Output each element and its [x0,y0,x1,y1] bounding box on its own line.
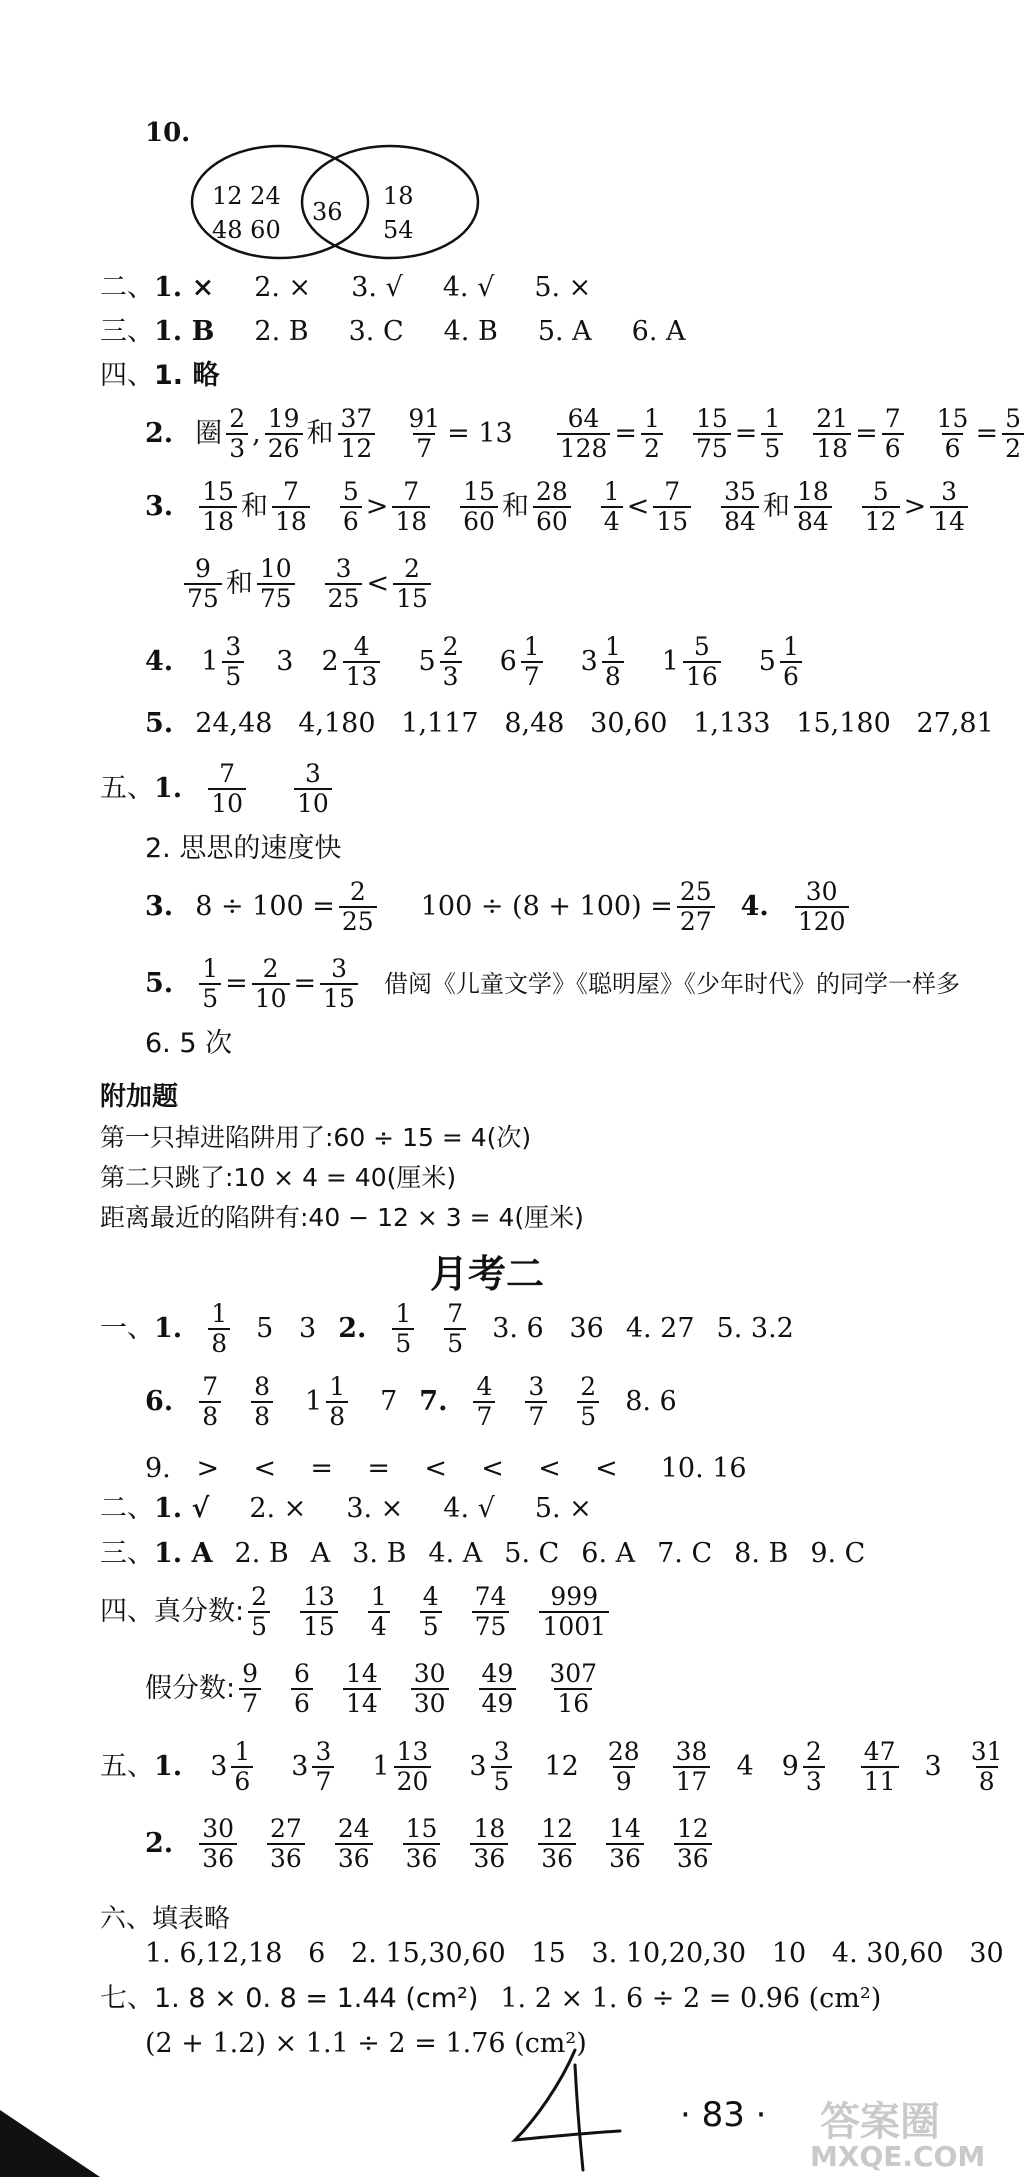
fraction: 13 15 [300,1583,338,1640]
m4-prefix: 四、 [100,1596,154,1627]
fraction: 3 25 [325,555,363,612]
m2-item: 3. × [346,1493,404,1524]
mixed-number: 5 1 6 [759,633,806,690]
m3-item: 7. C [657,1538,713,1569]
fraction: 7 6 [882,405,904,462]
fraction: 4 7 [473,1373,495,1430]
venn-right-line2: 54 [383,216,414,244]
section-title: 月考二 [430,1252,545,1296]
m6-title: 六、填表略 [100,1904,231,1934]
m1-label: 6. [145,1386,174,1417]
m3-item: 5. C [504,1538,560,1569]
m1-prefix: 一、 [100,1313,154,1344]
s4-q2-eq1: = 13 [447,418,513,449]
mixed-number: 3 1 6 [210,1738,257,1795]
and-word: 和 [501,491,529,522]
m5-q2-row [145,1815,716,1872]
fraction: 35 84 [721,478,759,535]
watermark-url: MXQE.COM [810,2140,986,2173]
m3-item: 8. B [734,1538,789,1569]
m4-proper-row [100,1583,613,1640]
m2-item: 1. √ [154,1493,210,1524]
s3-item: 6. A [631,316,686,347]
mixed-number: 3 1 8 [581,633,628,690]
s5-q2-row [145,835,341,862]
m1-line3: 9. > < = = < < < < 10. 16 [145,1453,747,1484]
fraction: 1 5 [392,1300,414,1357]
s4-q3-row1: 3. 15 18 和 7 18 5 6 > 7 18 15 60 和 28 60 1 4 < 7 15 35 84 和 18 84 5 12 > 3 14 [145,478,972,535]
extra-title: 附加题 [100,1082,179,1112]
s4-q3-row2: 9 75 和 10 75 3 25 < 2 15 [180,555,435,612]
s5-q3-row [145,878,853,935]
m2-item: 5. × [534,1493,592,1524]
fraction: 30 120 [795,878,849,935]
s3-item: 1. B [154,316,215,347]
m7-line1a: 七、1. 8 × 0. 8 = 1.44 (cm²) [100,1983,479,2014]
s2-item: 2. × [254,272,312,303]
fraction: 37 12 [338,405,376,462]
fraction: 4 5 [420,1583,442,1640]
s2-row [100,274,591,301]
s2-item: 5. × [534,272,592,303]
s4-q2-label: 2. [145,418,174,449]
fraction: $\frac{2}{25}$ [339,878,377,935]
m6-row [145,1940,1004,1967]
fraction: 30 36 [199,1815,237,1872]
s2-prefix: 二、 [100,272,154,303]
fraction: 307 16 [549,1659,598,1718]
fraction: 38 17 [673,1738,711,1795]
m4-improper-label: 假分数: [145,1673,236,1704]
m3-item: 3. B [352,1538,407,1569]
m7-row1 [100,1985,881,2012]
fraction: 8 8 [251,1373,273,1430]
s5-q3-b: 100 ÷ (8 + 100) = [420,891,673,922]
venn-right-line1: 18 [383,182,414,210]
fraction: 7 5 [444,1300,466,1357]
fraction: 15 18 [199,478,237,535]
extra-line: 第二只跳了:10 × 4 = 40(厘米) [100,1163,457,1192]
s5-q3-label: 3. [145,891,174,922]
s2-item: 4. √ [442,272,495,303]
watermark-logo: 答案圈 [820,2099,940,2145]
m1-row1 [100,1300,794,1357]
fraction: 1 8 [208,1300,230,1357]
s5-q3-a: 8 ÷ 100 = [195,891,335,922]
s4-q1-row [100,362,219,389]
fraction: 49 49 [479,1660,517,1717]
m2-item: 4. √ [443,1493,495,1524]
venn-center: 36 [312,198,343,226]
s5-q2: 2. 思思的速度快 [145,833,342,864]
fraction: 999 1001 [539,1583,609,1640]
plain-number: 12 [544,1751,579,1782]
fraction: 3 14 [930,478,968,535]
fraction: 24 36 [335,1815,373,1872]
s3-item: 5. A [537,316,592,347]
mixed-number: 9 2 3 [782,1738,829,1795]
s5-q5-label: 5. [145,968,174,999]
s4-q4-label: 4. [145,646,174,677]
venn-label: 10. [145,118,191,148]
s2-item: 3. √ [351,272,403,303]
s5-q1-label: 1. [154,773,183,804]
fraction: 64 128 [557,405,611,462]
plain-number: 3 [276,646,294,677]
fraction: 1 2 [641,405,663,462]
fraction: 28 60 [533,478,571,535]
and-word: 和 [241,491,268,522]
fraction: 9 75 [184,555,222,612]
mixed-number: 1 3 5 [201,633,248,690]
mixed-number: 5 2 3 [418,633,465,690]
m2-row [100,1495,592,1522]
fraction: 7 8 [199,1373,221,1430]
s4-q5-text: 24,48 4,180 1,117 8,48 30,60 1,133 15,180 27,81 [195,708,994,739]
m4-improper-row [145,1660,604,1717]
fraction: 1 4 [601,478,623,535]
m3-item: 4. A [428,1538,483,1569]
fraction: 30 30 [411,1660,449,1717]
fraction: 2 5 [248,1583,270,1640]
m3-item: 9. C [810,1538,866,1569]
fraction: 9 7 [239,1660,261,1717]
fraction: 19 26 [265,405,303,462]
fraction: 18 36 [470,1815,508,1872]
s4-q2-text: 圈 [195,418,223,449]
s4-q3-label: 3. [145,491,174,522]
s4-q1: 1. 略 [154,360,220,391]
m2-prefix: 二、 [100,1493,154,1524]
s3-prefix: 三、 [100,316,154,347]
m6-line: 1. 6,12,18 6 2. 15,30,60 15 3. 10,20,30 10 4. 30,60 30 [145,1938,1004,1969]
m3-prefix: 三、 [100,1538,154,1569]
m1-text: 5. 3.2 [716,1313,794,1344]
mixed-number: 1 13 20 [372,1738,435,1795]
fraction: 12 36 [538,1815,576,1872]
s5-prefix: 五、 [100,773,154,804]
plain-number: 4 [736,1751,754,1782]
fraction: $\frac{25}{27}$ [677,878,715,935]
fraction: 3 10 [294,760,332,817]
fraction: 15 60 [460,478,498,535]
fraction: 1 4 [368,1583,390,1640]
mixed-number: 3 3 5 [469,1738,516,1795]
handwritten-mark [505,2045,625,2175]
fraction: 27 36 [267,1815,305,1872]
m1-label: 1. [154,1313,183,1344]
fraction: 7 18 [272,478,310,535]
fraction: 2 5 [577,1373,599,1430]
page-number: · 83 · [680,2095,767,2135]
fraction: 28 9 [607,1737,640,1796]
m3-item: 2. B [234,1538,289,1569]
mixed-number: 1 5 16 [662,633,725,690]
and-word: 和 [762,491,790,522]
fraction: 14 36 [606,1815,644,1872]
fraction: 14 14 [343,1660,381,1717]
m2-item: 2. × [249,1493,307,1524]
fraction: 1 5 [199,955,221,1012]
fraction: 2 10 [252,955,290,1012]
m1-text: 8. 6 [625,1386,677,1417]
fraction: 7 10 [208,760,246,817]
m7-line1b: 1. 2 × 1. 6 ÷ 2 = 0.96 (cm²) [500,1983,882,2014]
venn-left-line1: 12 24 [212,182,281,210]
s3-item: 4. B [443,316,498,347]
fraction: 2 15 [393,555,431,612]
m5-prefix: 五、 [100,1751,154,1782]
s3-item: 2. B [254,316,309,347]
m1-text: 4. 27 [625,1313,695,1344]
m3-item: 1. A [154,1538,213,1569]
fraction: 21 18 [813,405,851,462]
fraction: 47 11 [861,1738,899,1795]
m3-row [100,1540,865,1567]
s4-q5-label: 5. [145,708,174,739]
m5-q1-row [100,1738,1010,1795]
m1-row2 [145,1373,677,1430]
mixed-number: 1 1 8 [305,1373,352,1430]
fraction: 74 75 [472,1583,510,1640]
s4-prefix: 四、 [100,360,154,391]
fraction: 5 2 [1002,405,1024,462]
fraction: 5 12 [862,478,900,535]
corner-shape [0,2110,100,2177]
m1-text: 7 [380,1386,398,1417]
m5-q1-label: 1. [154,1751,183,1782]
fraction: 5 6 [340,478,362,535]
fraction: 15 6 [936,404,969,463]
fraction: 10 75 [257,555,295,612]
fraction: $\frac{91}{7}$ [408,404,441,463]
venn-left-line2: 48 60 [212,216,281,244]
s2-item: 1. × [154,272,215,303]
and-word: 和 [306,418,334,449]
s3-row [100,318,686,345]
fraction: 18 84 [794,478,832,535]
fraction: 2 3 [226,405,248,462]
m1-label: 7. [419,1386,448,1417]
m1-text: 5 3 [256,1313,317,1344]
m3-item: 6. A [581,1538,636,1569]
m3-item: A [310,1538,331,1569]
m1-label: 2. [338,1313,367,1344]
fraction: 15 75 [693,405,731,462]
fraction: 1 5 [761,405,783,462]
m1-row3 [145,1455,747,1482]
extra-line: 第一只掉进陷阱用了:60 ÷ 15 = 4(次) [100,1123,532,1152]
fraction: 3 15 [320,955,358,1012]
s4-q5-row [145,710,994,737]
fraction: 15 36 [403,1815,441,1872]
s5-q5-row: 5. 1 5 = 2 10 = 3 15 借阅《儿童文学》《聪明屋》《少年时代》的同学一样多 [145,954,960,1013]
fraction: 7 18 [392,478,430,535]
s5-q6-row [145,1030,232,1057]
m4-proper-label: 真分数: [154,1596,245,1627]
fraction: 12 36 [674,1815,712,1872]
and-word: 和 [225,568,253,599]
s5-q1-row [100,760,336,817]
plain-number: 3 [924,1751,942,1782]
s5-q4-label: 4. [740,891,769,922]
mixed-number: 2 4 13 [321,633,384,690]
s3-item: 3. C [348,316,404,347]
fraction: 3 7 [525,1373,547,1430]
mixed-number: 3 3 7 [291,1738,338,1795]
s4-q4-row [145,633,812,690]
extra-line: 距离最近的陷阱有:40 − 12 × 3 = 4(厘米) [100,1203,584,1232]
m1-text: 3. 6 36 [492,1313,604,1344]
fraction: 6 6 [291,1660,313,1717]
mixed-number: 6 1 7 [500,633,547,690]
s4-q2-row: 2. 圈 2 3 , 19 26 和 37 12 $\frac{91}{7}$ = 13 64 128 = 1 2 15 75 = 1 5 21 18 = 7 6 15 6 = 5 2 [145,405,1028,462]
fraction: 7 15 [653,478,691,535]
m7-line2: (2 + 1.2) × 1.1 ÷ 2 = 1.76 (cm²) [145,2028,587,2059]
fraction: 31 8 [970,1737,1003,1796]
s5-q5-text: 借阅《儿童文学》《聪明屋》《少年时代》的同学一样多 [383,969,960,998]
m5-q2-label: 2. [145,1828,174,1859]
s5-q6: 6. 5 次 [145,1028,233,1059]
